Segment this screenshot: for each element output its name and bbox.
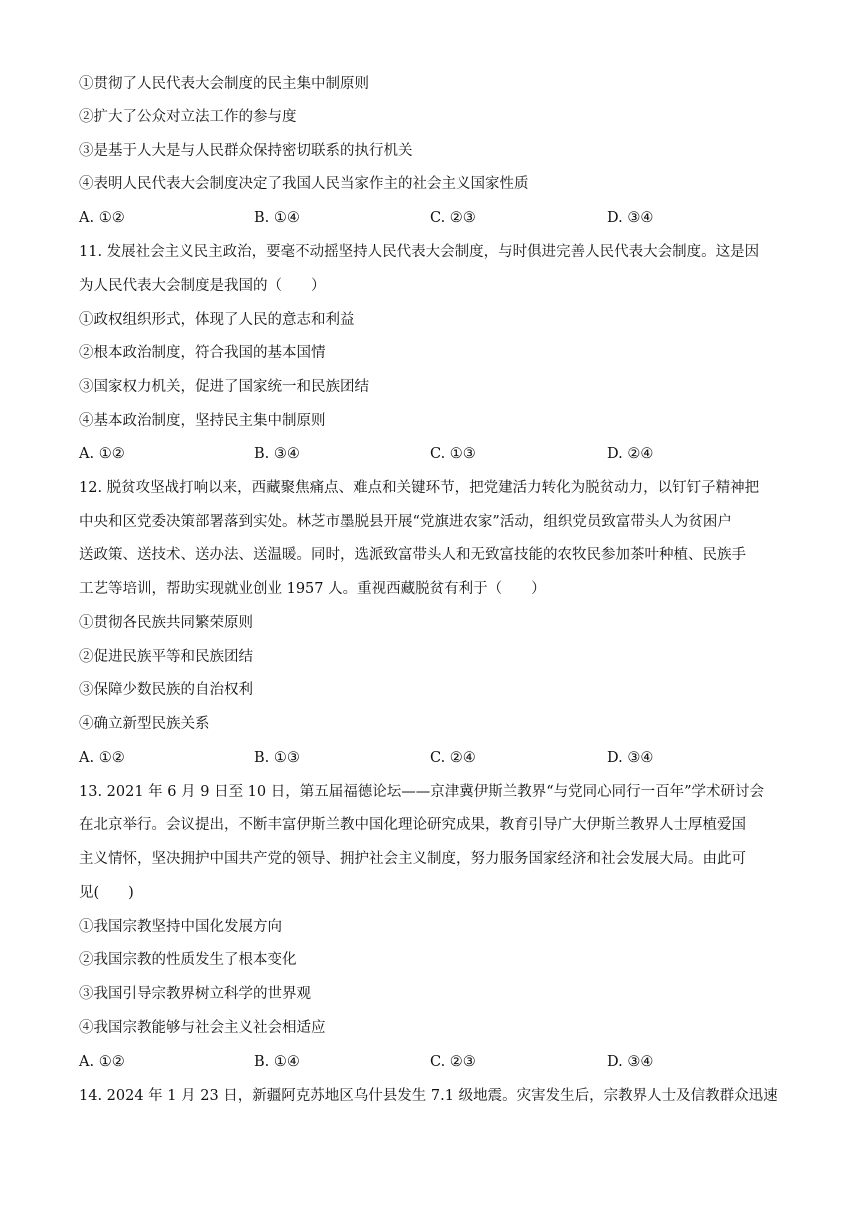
q10-option-c: C. ②③ <box>430 210 476 226</box>
q12-stem-line-1: 12. 脱贫攻坚战打响以来，西藏聚焦痛点、难点和关键环节，把党建活力转化为脱贫动力，以钉钉子精神把 <box>79 480 760 496</box>
q10-option-d: D. ③④ <box>607 210 654 226</box>
q12-stem-line-4: 工艺等培训，帮助实现就业创业 1957 人。重视西藏脱贫有利于（ ） <box>79 581 546 597</box>
q13-stem-line-1: 13. 2021 年 6 月 9 日至 10 日，第五届福德论坛——京津冀伊斯兰教界“与党同心同行一百年”学术研讨会 <box>79 784 765 800</box>
q12-item-3: ③保障少数民族的自治权利 <box>79 682 253 698</box>
q11-option-d: D. ②④ <box>607 446 654 462</box>
q12-option-a: A. ①② <box>79 750 125 766</box>
q12-item-2: ②促进民族平等和民族团结 <box>79 649 253 665</box>
q14-stem-line-1: 14. 2024 年 1 月 23 日，新疆阿克苏地区乌什县发生 7.1 级地震。灾害发生后，宗教界人士及信教群众迅速 <box>79 1088 778 1104</box>
q13-item-3: ③我国引导宗教界树立科学的世界观 <box>79 986 311 1002</box>
q11-item-4: ④基本政治制度，坚持民主集中制原则 <box>79 413 326 429</box>
q11-option-c: C. ①③ <box>430 446 476 462</box>
q11-item-3: ③国家权力机关，促进了国家统一和民族团结 <box>79 379 369 395</box>
q13-stem-line-3: 主义情怀，坚决拥护中国共产党的领导、拥护社会主义制度，努力服务国家经济和社会发展大局。由此可 <box>79 851 746 867</box>
q10-item-1: ①贯彻了人民代表大会制度的民主集中制原则 <box>79 76 369 92</box>
q13-stem-line-4: 见( ) <box>79 885 134 901</box>
q13-option-b: B. ①④ <box>254 1054 300 1070</box>
q13-option-d: D. ③④ <box>607 1054 654 1070</box>
q11-item-1: ①政权组织形式，体现了人民的意志和利益 <box>79 312 355 328</box>
q12-item-4: ④确立新型民族关系 <box>79 716 210 732</box>
q10-option-b: B. ①④ <box>254 210 300 226</box>
q12-option-d: D. ③④ <box>607 750 654 766</box>
q10-item-3: ③是基于人大是与人民群众保持密切联系的执行机关 <box>79 143 413 159</box>
q10-option-a: A. ①② <box>79 210 125 226</box>
q13-stem-line-2: 在北京举行。会议提出，不断丰富伊斯兰教中国化理论研究成果，教育引导广大伊斯兰教界人士厚植爱国 <box>79 817 746 833</box>
q10-item-4: ④表明人民代表大会制度决定了我国人民当家作主的社会主义国家性质 <box>79 176 529 192</box>
q13-item-1: ①我国宗教坚持中国化发展方向 <box>79 919 282 935</box>
q13-option-a: A. ①② <box>79 1054 125 1070</box>
q13-option-c: C. ②③ <box>430 1054 476 1070</box>
q10-item-2: ②扩大了公众对立法工作的参与度 <box>79 109 297 125</box>
q12-item-1: ①贯彻各民族共同繁荣原则 <box>79 615 253 631</box>
q11-stem-line-1: 11. 发展社会主义民主政治，要毫不动摇坚持人民代表大会制度，与时俱进完善人民代表大会制度。这是因 <box>79 244 760 260</box>
q12-option-c: C. ②④ <box>430 750 476 766</box>
q12-stem-line-3: 送政策、送技术、送办法、送温暖。同时，选派致富带头人和无致富技能的农牧民参加茶叶种植、民族手 <box>79 547 746 563</box>
q11-item-2: ②根本政治制度，符合我国的基本国情 <box>79 345 326 361</box>
q13-item-4: ④我国宗教能够与社会主义社会相适应 <box>79 1020 326 1036</box>
q13-item-2: ②我国宗教的性质发生了根本变化 <box>79 952 297 968</box>
q11-option-a: A. ①② <box>79 446 125 462</box>
q12-option-b: B. ①③ <box>254 750 300 766</box>
q12-stem-line-2: 中央和区党委决策部署落到实处。林芝市墨脱县开展“党旗进农家”活动，组织党员致富带头人为贫困户 <box>79 514 732 530</box>
q11-option-b: B. ③④ <box>254 446 300 462</box>
q11-stem-line-2: 为人民代表大会制度是我国的（ ） <box>79 278 326 294</box>
